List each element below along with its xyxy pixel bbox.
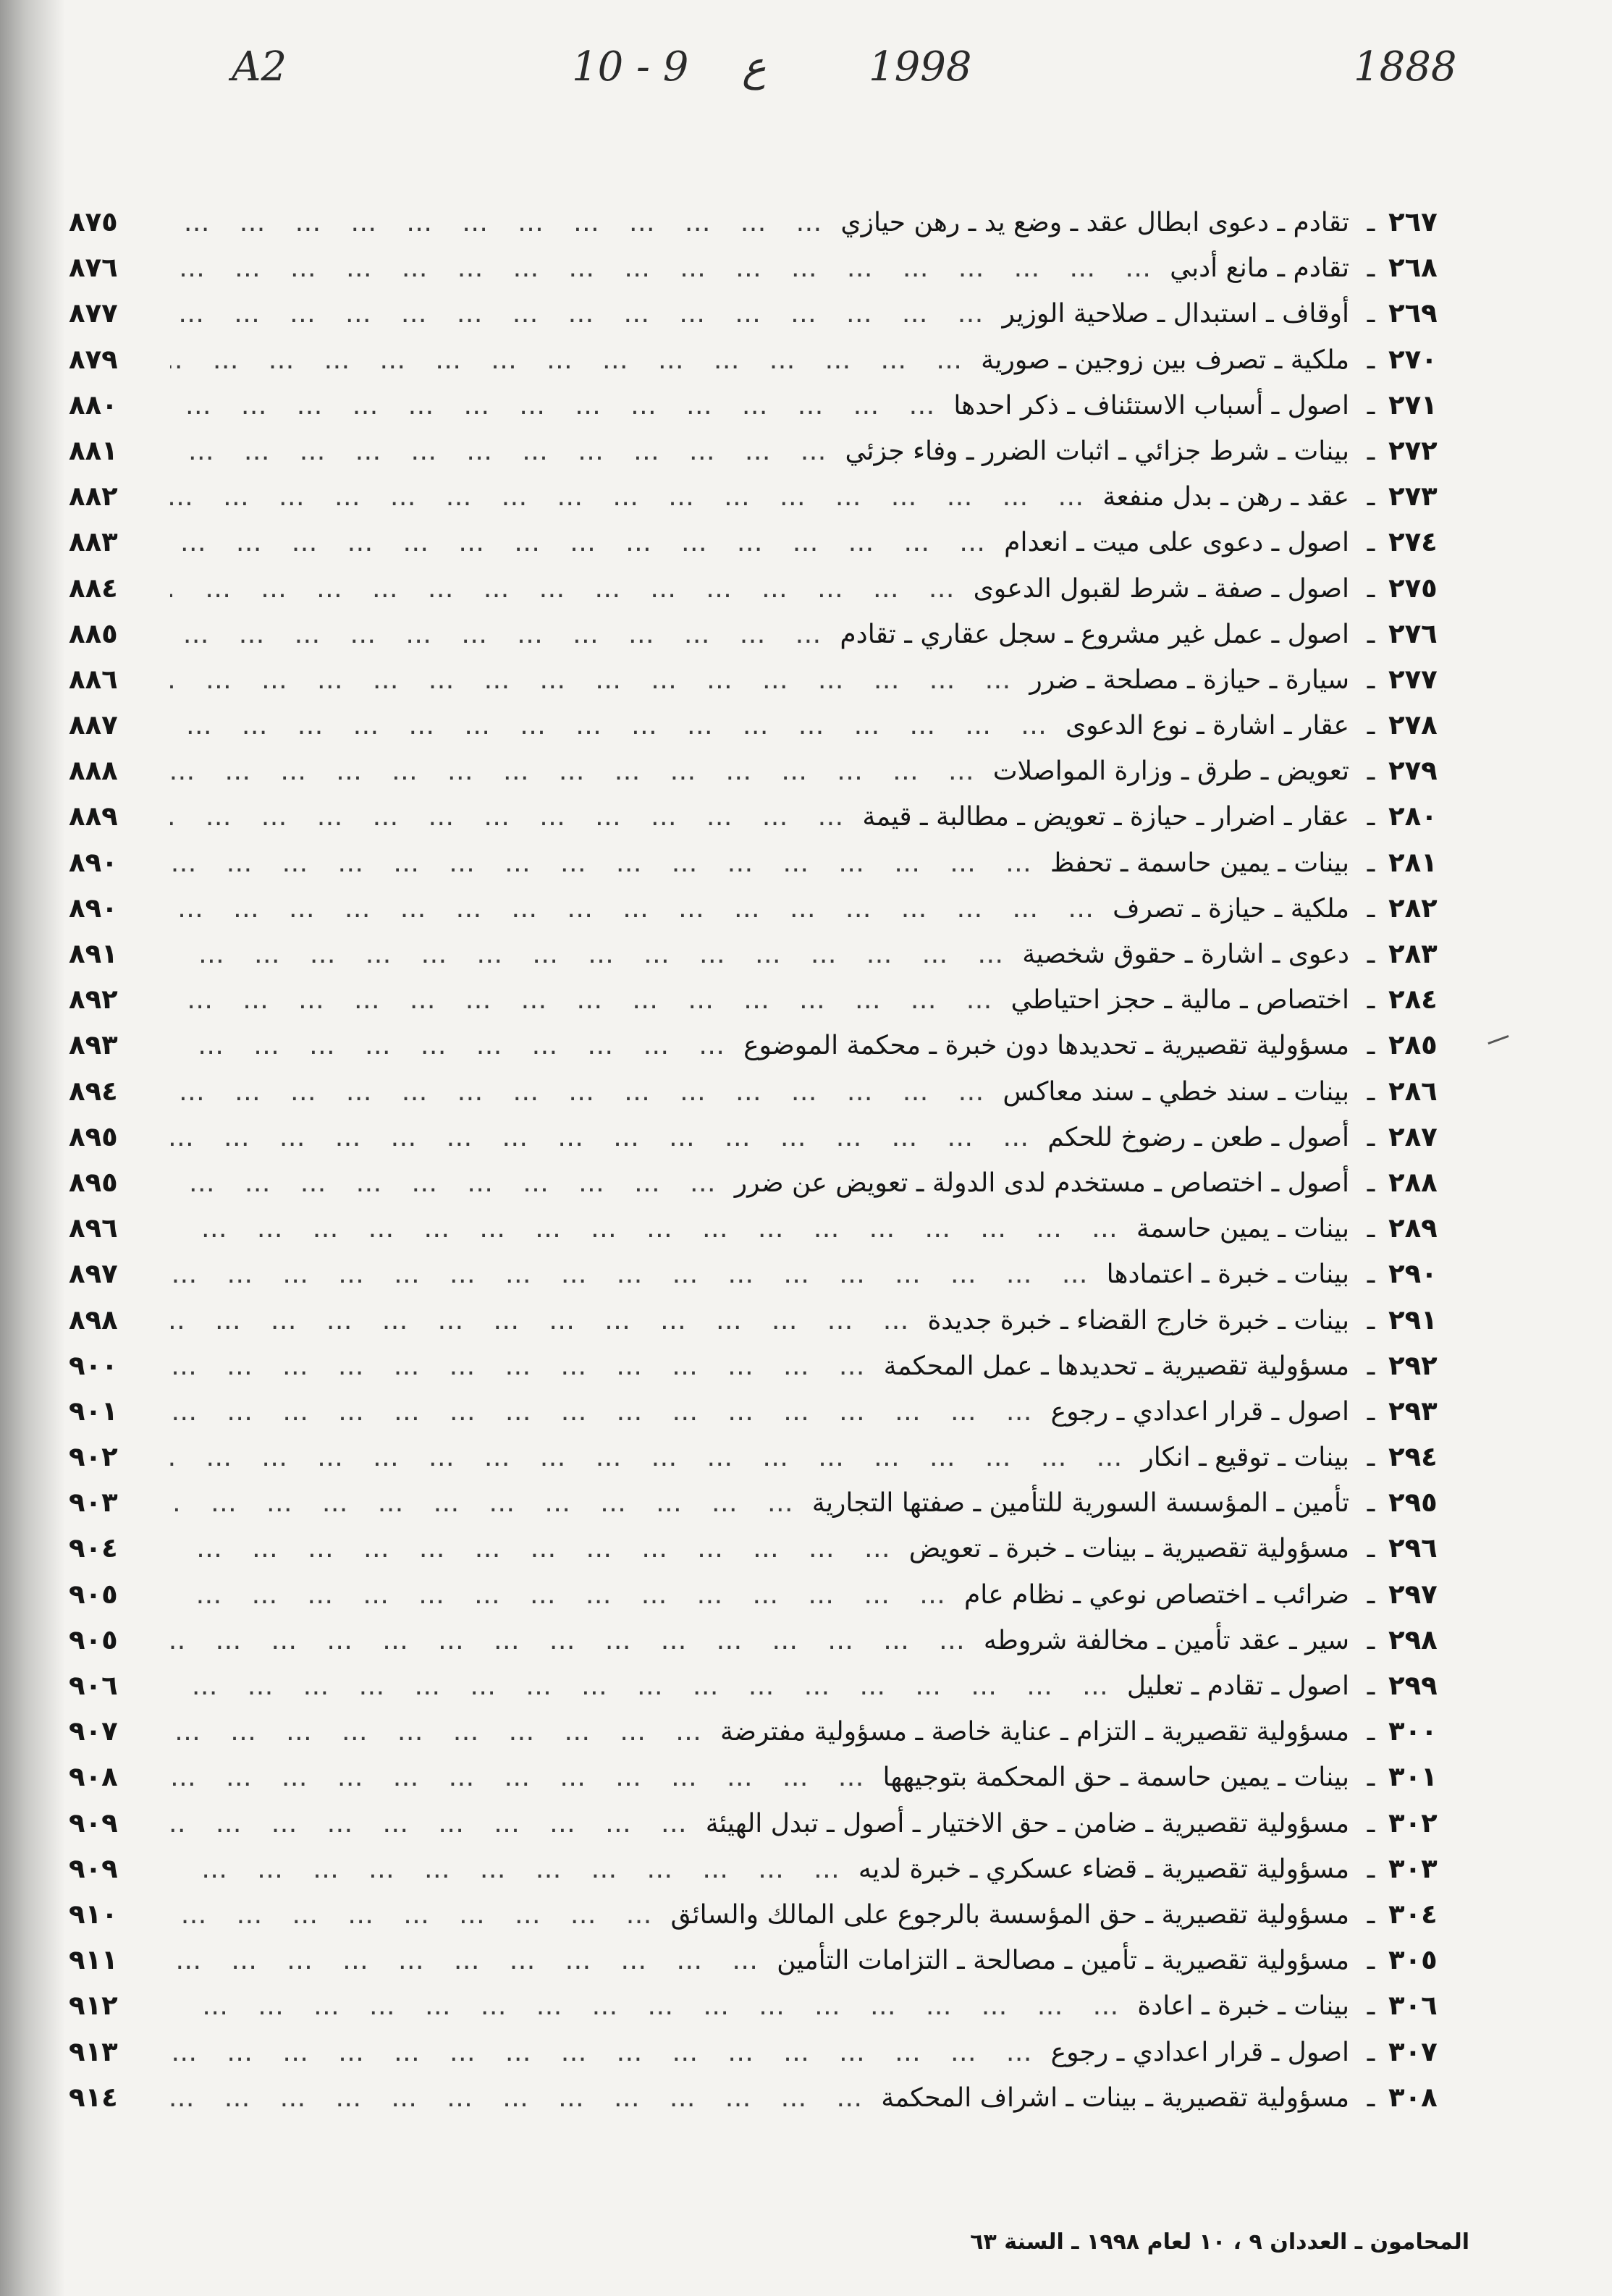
entry-dash: ـ — [1367, 1443, 1375, 1473]
entry-page-number: ٨٩٠ — [69, 846, 118, 878]
leader-dots — [170, 520, 1004, 565]
leader-dots — [170, 2075, 881, 2121]
entry-dash: ـ — [1367, 345, 1375, 375]
index-entry — [69, 199, 1469, 245]
leader-dots — [170, 1160, 735, 1206]
entry-number: ٢٩٩ — [1388, 1670, 1438, 1701]
leader-dots — [170, 337, 981, 383]
entry-dash: ـ — [1367, 1031, 1375, 1061]
entry-number: ٢٨١ — [1388, 846, 1438, 878]
entry-page-number: ٩٠٩ — [69, 1852, 118, 1884]
journal-footer: المحامون ـ العددان ٩ ، ١٠ لعام ١٩٩٨ ـ السنة ٦٣ — [970, 2229, 1469, 2255]
entry-page-number: ٨٩٢ — [69, 984, 118, 1016]
entry-number: ٣٠٣ — [1388, 1852, 1438, 1884]
entry-number: ٢٩٢ — [1388, 1349, 1438, 1381]
entry-number: ٢٨٧ — [1388, 1120, 1438, 1152]
entry-dash: ـ — [1367, 1488, 1375, 1519]
index-entry — [69, 840, 1469, 885]
entry-dash: ـ — [1367, 573, 1375, 604]
index-entry — [69, 748, 1469, 793]
entry-dash: ـ — [1367, 1946, 1375, 1976]
leader-dots — [170, 1115, 1047, 1160]
entry-number: ٢٩١ — [1388, 1304, 1438, 1335]
index-entry — [69, 1022, 1469, 1068]
entry-subject: اصول ـ عمل غير مشروع ـ سجل عقاري ـ تقادم — [840, 619, 1349, 649]
entry-subject: مسؤولية تقصيرية ـ تأمين ـ مصالحة ـ التزامات التأمين — [777, 1946, 1349, 1976]
entry-number: ٣٠٠ — [1388, 1715, 1438, 1747]
entry-subject: عقار ـ اضرار ـ حيازة ـ تعويض ـ مطالبة ـ قيمة — [862, 802, 1349, 832]
entry-page-number: ٨٧٧ — [69, 297, 118, 329]
leader-dots — [170, 245, 1170, 291]
entry-page-number: ٩٠٤ — [69, 1532, 118, 1564]
entry-page-number: ٨٩٦ — [69, 1212, 118, 1244]
entry-page-number: ٨٨٣ — [69, 526, 118, 558]
leader-dots — [170, 566, 974, 612]
entry-subject: تقادم ـ مانع أدبي — [1170, 253, 1349, 284]
index-entry — [69, 1160, 1469, 1205]
entry-dash: ـ — [1367, 482, 1375, 512]
entry-number: ٢٨٥ — [1388, 1029, 1438, 1061]
entry-subject: بينات ـ سند خطي ـ سند معاكس — [1003, 1076, 1349, 1107]
entry-number: ٢٦٩ — [1388, 297, 1438, 329]
leader-dots — [170, 1709, 720, 1755]
entry-subject: سيارة ـ حيازة ـ مصلحة ـ ضرر — [1029, 664, 1349, 695]
leader-dots — [170, 1206, 1136, 1252]
entry-page-number: ٩٠٥ — [69, 1578, 118, 1610]
index-entry — [69, 1205, 1469, 1251]
index-entry — [69, 1754, 1469, 1799]
entry-subject: ملكية ـ حيازة ـ تصرف — [1113, 893, 1349, 924]
entry-dash: ـ — [1367, 940, 1375, 969]
leader-dots — [170, 703, 1065, 748]
entry-page-number: ٨٩١ — [69, 938, 118, 969]
entry-subject: ملكية ـ تصرف بين زوجين ـ صورية — [981, 345, 1349, 375]
entry-number: ٢٧١ — [1388, 389, 1438, 421]
leader-dots — [170, 1801, 706, 1846]
entry-dash: ـ — [1367, 802, 1375, 832]
entry-dash: ـ — [1367, 1671, 1375, 1701]
handwritten-issue: 10 - 9 — [572, 43, 689, 90]
entry-page-number: ٨٨٧ — [69, 709, 118, 741]
entry-subject: اصول ـ دعوى على ميت ـ انعدام — [1004, 528, 1349, 558]
entry-number: ٣٠٦ — [1388, 1990, 1438, 2022]
entry-dash: ـ — [1367, 528, 1375, 558]
entry-page-number: ٨٧٥ — [69, 206, 118, 237]
index-entry — [69, 611, 1469, 657]
index-entry — [69, 1525, 1469, 1571]
leader-dots — [170, 474, 1102, 520]
leader-dots — [170, 840, 1050, 886]
leader-dots — [170, 1846, 858, 1892]
entry-number: ٢٨٠ — [1388, 801, 1438, 832]
entry-number: ٢٧٨ — [1388, 709, 1438, 741]
entry-subject: سير ـ عقد تأمين ـ مخالفة شروطه — [983, 1625, 1349, 1655]
entry-number: ٢٧٢ — [1388, 434, 1438, 466]
entry-number: ٣٠٢ — [1388, 1807, 1438, 1839]
index-entry — [69, 976, 1469, 1022]
leader-dots — [170, 794, 862, 840]
entry-dash: ـ — [1367, 1351, 1375, 1381]
entry-page-number: ٨٨٦ — [69, 663, 118, 695]
entry-number: ٢٨٤ — [1388, 984, 1438, 1016]
entry-page-number: ٩٠٥ — [69, 1624, 118, 1655]
entry-page-number: ٩١٣ — [69, 2035, 118, 2067]
entry-subject: اصول ـ أسباب الاستئناف ـ ذكر احدها — [953, 390, 1349, 421]
entry-dash: ـ — [1367, 1625, 1375, 1655]
entry-page-number: ٨٩٠ — [69, 892, 118, 924]
leader-dots — [170, 1892, 671, 1938]
entry-page-number: ٨٩٤ — [69, 1075, 118, 1107]
index-entry — [69, 1800, 1469, 1846]
handwritten-page-number: 1888 — [1354, 43, 1457, 90]
leader-dots — [170, 1389, 1051, 1435]
entry-subject: مسؤولية تقصيرية ـ قضاء عسكري ـ خبرة لديه — [858, 1854, 1349, 1884]
entry-subject: دعوى ـ اشارة ـ حقوق شخصية — [1022, 940, 1349, 969]
index-entry — [69, 245, 1469, 290]
entry-page-number: ٩١٤ — [69, 2081, 118, 2113]
entry-subject: اختصاص ـ مالية ـ حجز احتياطي — [1010, 985, 1349, 1016]
entry-page-number: ٨٨١ — [69, 434, 118, 466]
entry-subject: ضرائب ـ اختصاص نوعي ـ نظام عام — [963, 1579, 1349, 1610]
entry-subject: بينات ـ يمين حاسمة — [1136, 1214, 1349, 1244]
leader-dots — [170, 429, 845, 474]
entry-number: ٢٨٨ — [1388, 1166, 1438, 1198]
index-entry — [69, 337, 1469, 382]
stray-pen-mark — [1487, 1035, 1508, 1044]
index-entry — [69, 1388, 1469, 1434]
entry-page-number: ٨٩٣ — [69, 1029, 118, 1061]
entry-number: ٢٧٠ — [1388, 343, 1438, 375]
handwritten-year: 1998 — [869, 43, 972, 90]
entry-page-number: ٨٨٩ — [69, 801, 118, 832]
index-entry — [69, 702, 1469, 748]
leader-dots — [170, 1618, 984, 1663]
entry-dash: ـ — [1367, 1717, 1375, 1747]
index-entry — [69, 2075, 1469, 2120]
entry-subject: اصول ـ قرار اعدادي ـ رجوع — [1050, 1396, 1349, 1427]
entry-dash: ـ — [1367, 436, 1375, 466]
entry-page-number: ٨٧٩ — [69, 343, 118, 375]
index-entry — [69, 793, 1469, 839]
scan-edge-shadow — [0, 0, 65, 2296]
entry-dash: ـ — [1367, 1076, 1375, 1107]
entry-page-number: ٩٠١ — [69, 1395, 118, 1427]
entry-dash: ـ — [1367, 1991, 1375, 2022]
entry-subject: مسؤولية تقصيرية ـ تحديدها ـ عمل المحكمة — [883, 1351, 1349, 1381]
entry-page-number: ٨٨٢ — [69, 481, 118, 512]
leader-dots — [170, 1069, 1003, 1115]
entry-page-number: ٨٩٥ — [69, 1120, 118, 1152]
entry-subject: بينات ـ يمين حاسمة ـ حق المحكمة بتوجيهها — [882, 1763, 1349, 1793]
handwritten-initials: A2 — [232, 43, 287, 90]
entry-dash: ـ — [1367, 2082, 1375, 2113]
entry-number: ٢٩٣ — [1388, 1395, 1438, 1427]
entry-dash: ـ — [1367, 253, 1375, 284]
index-entry — [69, 1617, 1469, 1663]
index-entry — [69, 885, 1469, 931]
index-entry — [69, 1114, 1469, 1160]
entry-dash: ـ — [1367, 1808, 1375, 1839]
index-entry — [69, 1251, 1469, 1296]
entry-subject: أصول ـ طعن ـ رضوخ للحكم — [1047, 1122, 1349, 1152]
entry-page-number: ٩٠٩ — [69, 1807, 118, 1839]
index-entry — [69, 1434, 1469, 1480]
entry-page-number: ٩٠٨ — [69, 1761, 118, 1793]
leader-dots — [170, 200, 840, 245]
entry-subject: مسؤولية تقصيرية ـ بينات ـ اشراف المحكمة — [881, 2082, 1349, 2113]
entry-dash: ـ — [1367, 1168, 1375, 1198]
index-entry — [69, 290, 1469, 336]
entry-page-number: ٨٨٨ — [69, 755, 118, 787]
entry-dash: ـ — [1367, 1579, 1375, 1610]
leader-dots — [170, 932, 1022, 977]
entry-number: ٢٦٨ — [1388, 252, 1438, 284]
entry-page-number: ٩١٠ — [69, 1898, 118, 1930]
entry-subject: بينات ـ خبرة خارج القضاء ـ خبرة جديدة — [927, 1305, 1349, 1335]
entry-dash: ـ — [1367, 1854, 1375, 1884]
entry-page-number: ٨٨٠ — [69, 389, 118, 421]
entry-subject: عقد ـ رهن ـ بدل منفعة — [1102, 482, 1349, 512]
index-entry — [69, 1480, 1469, 1525]
entry-dash: ـ — [1367, 2037, 1375, 2067]
index-entry — [69, 382, 1469, 428]
entry-subject: أوقاف ـ استبدال ـ صلاحية الوزير — [1002, 299, 1349, 329]
leader-dots — [170, 1343, 884, 1389]
entry-page-number: ٨٨٥ — [69, 617, 118, 649]
index-entry — [69, 2029, 1469, 2075]
entry-subject: تأمين ـ المؤسسة السورية للتأمين ـ صفتها التجارية — [811, 1488, 1349, 1519]
entry-dash: ـ — [1367, 208, 1375, 237]
entry-subject: بينات ـ خبرة ـ اعتمادها — [1106, 1259, 1349, 1290]
entry-subject: مسؤولية تقصيرية ـ ضامن ـ حق الاختيار ـ أصول ـ تبدل الهيئة — [705, 1808, 1349, 1839]
leader-dots — [170, 1983, 1137, 2029]
entry-number: ٢٧٦ — [1388, 617, 1438, 649]
entry-subject: اصول ـ قرار اعدادي ـ رجوع — [1050, 2037, 1349, 2067]
index-entry — [69, 1846, 1469, 1891]
index-entry — [69, 1891, 1469, 1937]
leader-dots — [170, 1298, 927, 1343]
leader-dots — [170, 657, 1029, 703]
index-entry — [69, 565, 1469, 611]
handwritten-letter: ع — [742, 43, 767, 90]
entry-dash: ـ — [1367, 619, 1375, 649]
entry-number: ٢٨٩ — [1388, 1212, 1438, 1244]
index-entry — [69, 428, 1469, 473]
index-entry — [69, 473, 1469, 519]
entry-number: ٢٧٩ — [1388, 755, 1438, 787]
entry-subject: أصول ـ اختصاص ـ مستخدم لدى الدولة ـ تعويض عن ضرر — [734, 1168, 1349, 1198]
entry-number: ٢٧٣ — [1388, 481, 1438, 512]
entry-number: ٢٧٧ — [1388, 663, 1438, 695]
entry-dash: ـ — [1367, 1122, 1375, 1152]
entry-subject: تقادم ـ دعوى ابطال عقد ـ وضع يد ـ رهن حيازي — [840, 208, 1349, 237]
entry-page-number: ٨٩٨ — [69, 1304, 118, 1335]
entry-subject: مسؤولية تقصيرية ـ حق المؤسسة بالرجوع على المالك والسائق — [670, 1899, 1349, 1930]
entry-dash: ـ — [1367, 390, 1375, 421]
entry-dash: ـ — [1367, 1214, 1375, 1244]
index-entry — [69, 1937, 1469, 1983]
entry-subject: مسؤولية تقصيرية ـ بينات ـ خبرة ـ تعويض — [908, 1534, 1349, 1564]
entry-subject: اصول ـ تقادم ـ تعليل — [1126, 1671, 1349, 1701]
leader-dots — [170, 886, 1113, 932]
entry-subject: بينات ـ توقيع ـ انكار — [1141, 1443, 1349, 1473]
entry-page-number: ٨٩٥ — [69, 1166, 118, 1198]
entry-page-number: ٩٠٧ — [69, 1715, 118, 1747]
entry-page-number: ٩٠٢ — [69, 1441, 118, 1473]
index-entry — [69, 1708, 1469, 1754]
entry-page-number: ٨٩٧ — [69, 1258, 118, 1290]
index-entry — [69, 931, 1469, 976]
index-entry — [69, 519, 1469, 565]
entry-number: ٢٨٣ — [1388, 938, 1438, 969]
entry-number: ٢٩٨ — [1388, 1624, 1438, 1655]
entry-dash: ـ — [1367, 1899, 1375, 1930]
leader-dots — [170, 1252, 1107, 1297]
entry-page-number: ٩١١ — [69, 1944, 118, 1976]
leader-dots — [170, 1938, 777, 1983]
entry-subject: بينات ـ شرط جزائي ـ اثبات الضرر ـ وفاء جزئي — [845, 436, 1349, 466]
entry-dash: ـ — [1367, 299, 1375, 329]
leader-dots — [170, 1480, 812, 1526]
entry-number: ٢٨٦ — [1388, 1075, 1438, 1107]
entry-number: ٢٩٤ — [1388, 1441, 1438, 1473]
entry-page-number: ٩٠٦ — [69, 1670, 118, 1701]
leader-dots — [170, 383, 953, 429]
entry-subject: بينات ـ خبرة ـ اعادة — [1137, 1991, 1349, 2022]
entry-dash: ـ — [1367, 893, 1375, 924]
entry-page-number: ٩١٢ — [69, 1990, 118, 2022]
entry-dash: ـ — [1367, 1259, 1375, 1290]
index-entry — [69, 1571, 1469, 1617]
entry-subject: مسؤولية تقصيرية ـ تحديدها دون خبرة ـ محكمة الموضوع — [743, 1031, 1349, 1061]
entry-dash: ـ — [1367, 1534, 1375, 1564]
entry-number: ٢٧٤ — [1388, 526, 1438, 558]
index-entry — [69, 1663, 1469, 1708]
entry-page-number: ٩٠٠ — [69, 1349, 118, 1381]
leader-dots — [170, 977, 1011, 1023]
entry-number: ٣٠٧ — [1388, 2035, 1438, 2067]
index-entry — [69, 1297, 1469, 1343]
entry-number: ٢٨٢ — [1388, 892, 1438, 924]
entry-page-number: ٨٧٦ — [69, 252, 118, 284]
entry-number: ٢٦٧ — [1388, 206, 1438, 237]
entry-number: ٢٩٧ — [1388, 1578, 1438, 1610]
entry-page-number: ٩٠٣ — [69, 1487, 118, 1519]
entry-subject: عقار ـ اشارة ـ نوع الدعوى — [1065, 711, 1349, 741]
entry-dash: ـ — [1367, 848, 1375, 878]
entry-number: ٣٠١ — [1388, 1761, 1438, 1793]
entry-number: ٣٠٤ — [1388, 1898, 1438, 1930]
entry-number: ٣٠٥ — [1388, 1944, 1438, 1976]
entry-dash: ـ — [1367, 756, 1375, 787]
entry-dash: ـ — [1367, 1763, 1375, 1793]
entry-number: ٢٩٠ — [1388, 1258, 1438, 1290]
leader-dots — [170, 1526, 909, 1571]
leader-dots — [170, 1755, 883, 1800]
leader-dots — [170, 612, 840, 657]
entry-number: ٢٩٦ — [1388, 1532, 1438, 1564]
leader-dots — [170, 748, 993, 794]
entry-page-number: ٨٨٤ — [69, 572, 118, 604]
entry-dash: ـ — [1367, 711, 1375, 741]
leader-dots — [170, 2030, 1051, 2075]
entry-subject: تعويض ـ طرق ـ وزارة المواصلات — [992, 756, 1349, 787]
entry-number: ٢٩٥ — [1388, 1487, 1438, 1519]
index-entry — [69, 657, 1469, 702]
entry-number: ٣٠٨ — [1388, 2081, 1438, 2113]
entry-dash: ـ — [1367, 1305, 1375, 1335]
index-list — [69, 199, 1469, 2120]
index-entry — [69, 1068, 1469, 1114]
entry-subject: بينات ـ يمين حاسمة ـ تحفظ — [1050, 848, 1349, 878]
entry-number: ٢٧٥ — [1388, 572, 1438, 604]
index-entry — [69, 1343, 1469, 1388]
leader-dots — [170, 1663, 1127, 1709]
index-entry — [69, 1983, 1469, 2028]
entry-subject: مسؤولية تقصيرية ـ التزام ـ عناية خاصة ـ مسؤولية مفترضة — [720, 1717, 1349, 1747]
leader-dots — [170, 1572, 964, 1618]
entry-dash: ـ — [1367, 985, 1375, 1016]
leader-dots — [170, 1435, 1141, 1480]
leader-dots — [170, 1023, 743, 1068]
leader-dots — [170, 291, 1003, 337]
entry-subject: اصول ـ صفة ـ شرط لقبول الدعوى — [973, 573, 1349, 604]
entry-dash: ـ — [1367, 664, 1375, 695]
entry-dash: ـ — [1367, 1396, 1375, 1427]
